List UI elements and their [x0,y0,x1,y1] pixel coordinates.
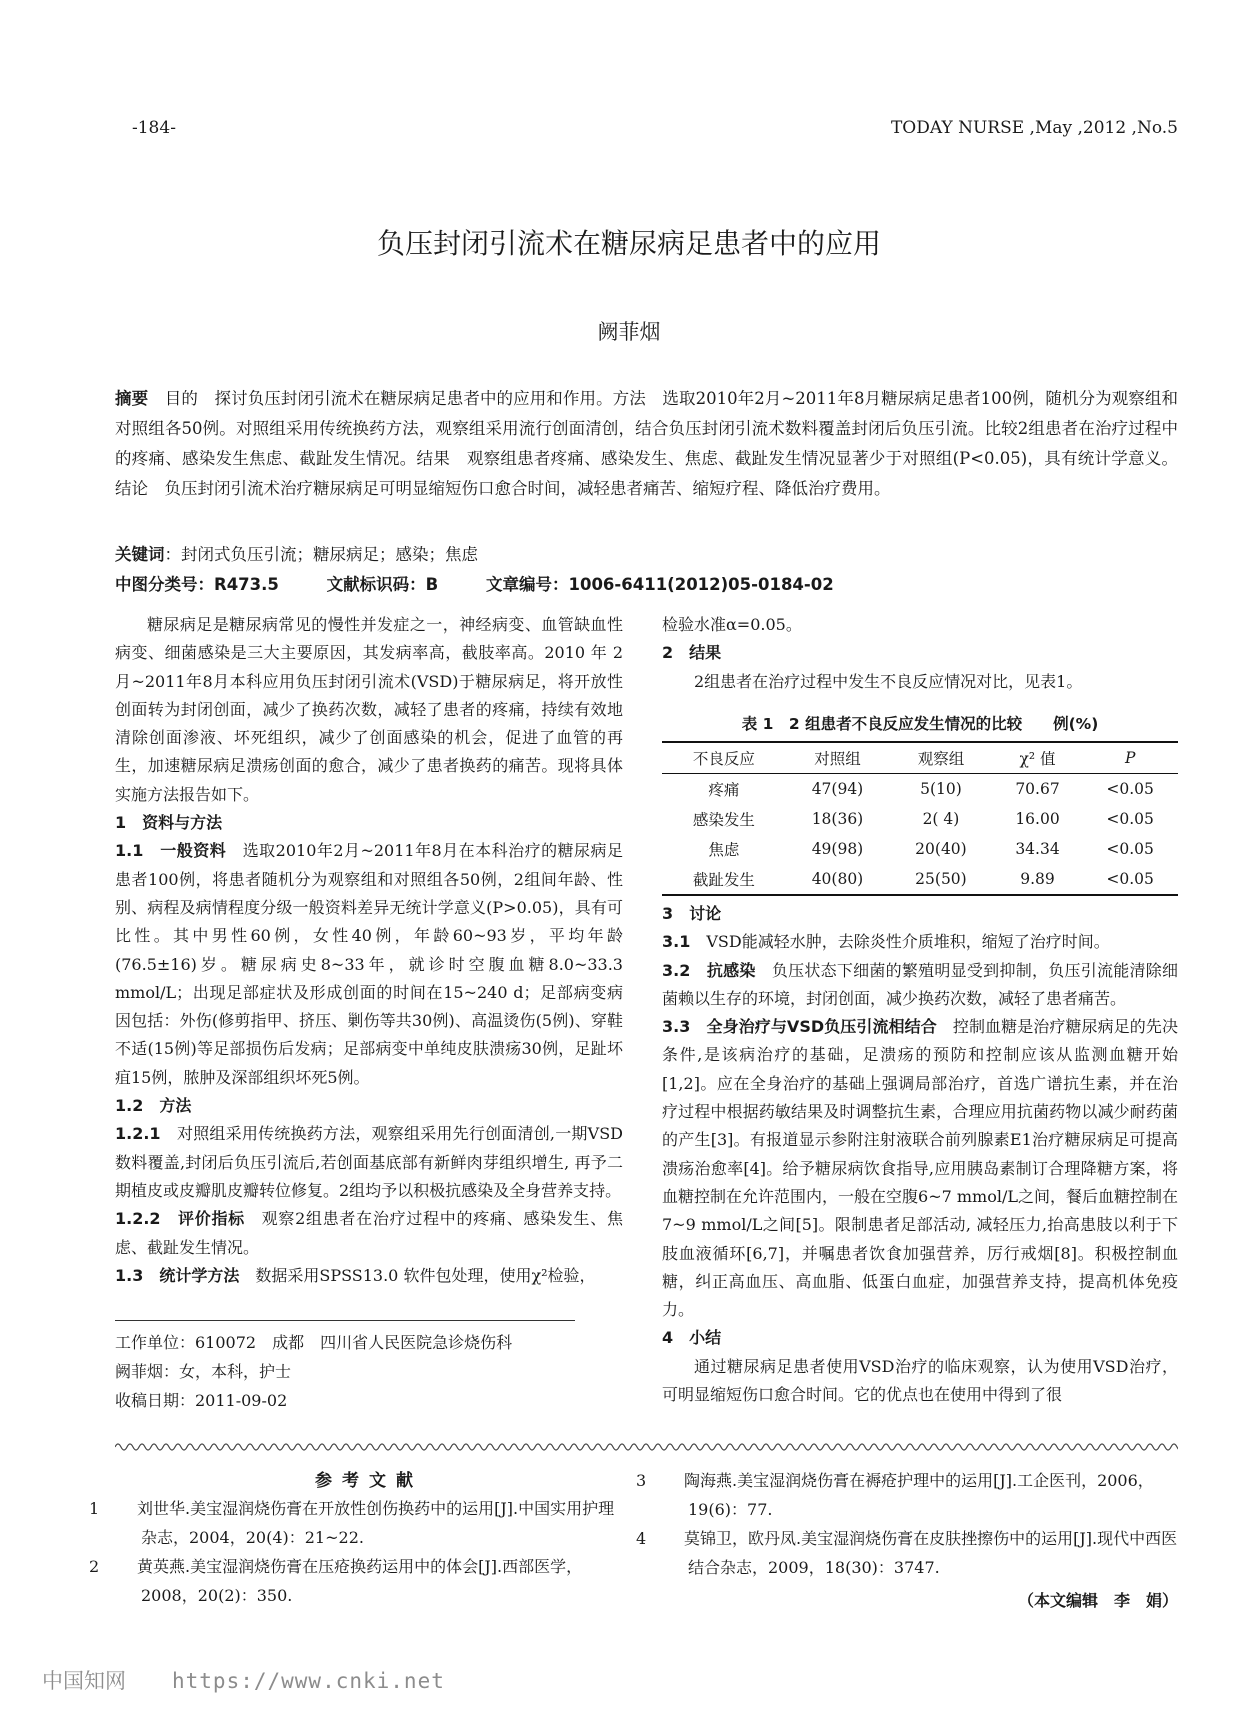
table-header-cell: 不良反应 [662,742,786,774]
subsection-paragraph [662,1013,1178,1324]
cnki-brand: 中国知网 [42,1669,126,1693]
references-left [89,1494,623,1610]
table-row [662,774,1178,805]
subsection-paragraph [115,1092,623,1120]
affiliation-divider [115,1320,575,1321]
reference-item [89,1494,623,1552]
table-grid [662,741,1178,896]
subsection-paragraph [115,1120,623,1205]
table-header-cell: χ² 值 [993,742,1083,774]
subsection-text: VSD能减轻水肿，去除炎性介质堆积，缩短了治疗时间。 [706,932,1110,952]
watermark-footer [42,1665,445,1695]
subsection-label: 1.2 方法 [115,1096,192,1116]
subsection-label: 1.1 一般资料 [115,841,227,861]
reference-number: 2 [89,1557,100,1576]
abstract-label: 摘要 [115,389,149,408]
table-header-cell: 观察组 [889,742,992,774]
subsection-text: 负压状态下细菌的繁殖明显受到抑制，负压引流能清除细菌赖以生存的环境，封闭创面，减少换药次数，减轻了患者痛苦。 [662,960,1178,1008]
classification-line [115,570,1178,600]
cnki-url: https://www.cnki.net [172,1669,445,1693]
references-right [636,1466,1178,1582]
table-body [662,774,1178,896]
reference-number: 1 [89,1499,100,1518]
table-header-row [662,742,1178,774]
affiliation-block [115,1328,623,1415]
table-cell: <0.05 [1106,810,1154,828]
table-cell: 焦虑 [708,841,740,859]
author-info: 阙菲烟：女，本科，护士 [115,1362,292,1381]
table-cell: 18(36) [811,810,864,828]
right-column-top [662,611,1178,696]
table-cell: 25(50) [889,864,992,895]
subsection-paragraph [662,957,1178,1014]
section-heading: 3 讨论 [662,904,722,923]
section-heading: 4 小结 [662,1328,722,1348]
editor-note: （本文编辑 李 娟） [1017,1591,1178,1610]
reference-text: 刘世华.美宝湿润烧伤膏在开放性创伤换药中的运用[J].中国实用护理杂志，2004，20(4)：21~22. [137,1499,615,1547]
table-cell: 49(98) [811,840,864,858]
table-cell: 疼痛 [708,781,740,799]
keywords-text: ：封闭式负压引流；糖尿病足；感染；焦虑 [164,545,478,564]
table-caption: 表 1 2 组患者不良反应发生情况的比较 例(%) [741,715,1099,733]
table-cell: 70.67 [1015,780,1060,798]
table-row [662,864,1178,895]
body-paragraph: 糖尿病足是糖尿病常见的慢性并发症之一，神经病变、血管缺血性病变、细菌感染是三大主要原因，其发病率高，截肢率高。2010 年 2 月~2011年8月本科应用负压封闭引流术(VSD)于糖尿病足，将开放性创面转为封闭创面，减少了换药次数，减轻了患者的疼痛，持续有效地清除创面渗液、坏死组织，减少了创面感染的机会，促进了血管的再生，加速糖尿病足溃疡创面的愈合，减少了患者换药的痛苦。现将具体实施方法报告如下。 [115,615,623,804]
table-cell: 16.00 [1015,810,1060,828]
body-paragraph: 2组患者在治疗过程中发生不良反应情况对比，见表1。 [694,671,1083,691]
subsection-label: 3.2 抗感染 [662,960,756,980]
page-number: -184- [132,118,176,138]
keywords-label: 关键词 [115,545,165,564]
received-date: 收稿日期：2011-09-02 [115,1391,288,1410]
table-cell: <0.05 [1106,840,1154,858]
table-cell: 截趾发生 [662,864,786,895]
abstract-text: 目的 探讨负压封闭引流术在糖尿病足患者中的应用和作用。方法 选取2010年2月~2011年8月糖尿病足患者100例，随机分为观察组和对照组各50例。对照组采用传统换药方法，观察组采用流行创面清创，结合负压封闭引流术数料覆盖封闭后负压引流。比较2组患者在治疗过程中的疼痛、感染发生焦虑、截趾发生情况。结果 观察组患者疼痛、感染发生、焦虑、截趾发生情况显著少于对照组(P<0.05)，具有统计学意义。结论 负压封闭引流术治疗糖尿病足可明显缩短伤口愈合时间，减轻患者痛苦、缩短疗程、降低治疗费用。 [115,389,1179,498]
references-title: 参考文献 [315,1471,423,1491]
reference-item [89,1552,623,1610]
table-row [662,834,1178,864]
subsection-text: 数据采用SPSS13.0 软件包处理，使用χ²检验， [239,1265,596,1285]
reference-item [636,1466,1178,1524]
table-cell: 47(94) [811,780,864,798]
subsection-text: 控制血糖是治疗糖尿病足的先决条件,是该病治疗的基础，足溃疡的预防和控制应该从监测血糖开始[1,2]。应在全身治疗的基础上强调局部治疗，首选广谱抗生素，并在治疗过程中根据药敏结果及时调整抗生素，合理应用抗菌药物以减少耐药菌的产生[3]。有报道显示参附注射液联合前列腺素E1治疗糖尿病足可提高溃疡治愈率[4]。给予糖尿病饮食指导,应用胰岛素制订合理降糖方案，将血糖控制在允许范围内，一般在空腹6~7 mmol/L之间，餐后血糖控制在7~9 mmol/L之间[5]。限制患者足部活动, 减轻压力,抬高患肢以利于下肢血液循环[6,7]，并嘱患者饮食加强营养，厉行戒烟[8]。积极控制血糖，纠正高血压、高血脂、低蛋白血症，加强营养支持，提高机体免疫力。 [662,1017,1178,1320]
abstract [115,384,1178,504]
reference-text: 莫锦卫，欧丹凤.美宝湿润烧伤膏在皮肤挫擦伤中的运用[J].现代中西医结合杂志，2009，18(30)：3747. [684,1529,1178,1577]
body-paragraph: 检验水准α=0.05。 [662,615,802,634]
reference-number: 3 [636,1471,647,1490]
table-cell: 20(40) [915,840,967,858]
document-code: 文献标识码：B [326,575,439,594]
reference-text: 陶海燕.美宝湿润烧伤膏在褥疮护理中的运用[J].工企医刊，2006，19(6)：77. [684,1471,1154,1519]
reference-item [636,1524,1178,1582]
subsection-paragraph [115,1262,623,1290]
wave-divider [115,1440,1178,1454]
subsection-text: 观察2组患者在治疗过程中的疼痛、感染发生、焦虑、截趾发生情况。 [115,1209,623,1257]
table-header-cell: P [1082,742,1178,774]
subsection-label: 1.2.1 [115,1124,177,1144]
subsection-text: 对照组采用传统换药方法，观察组采用先行创面清创,一期VSD数料覆盖,封闭后负压引流后,若创面基底部有新鲜肉芽组织增生, 再予二期植皮或皮瓣肌皮瓣转位修复。2组均予以积极抗感染及全身营养支持。 [115,1124,623,1200]
journal-header: TODAY NURSE ,May ,2012 ,No.5 [890,118,1178,138]
subsection-paragraph [662,928,1178,956]
table-cell: 5(10) [920,780,962,798]
reference-text: 黄英燕.美宝湿润烧伤膏在压疮换药运用中的体会[J].西部医学，2008，20(2)：350. [137,1557,583,1605]
subsection-paragraph [115,1205,623,1262]
results-table [662,707,1178,896]
section-heading: 2 结果 [662,643,722,663]
keywords [115,540,1178,570]
table-cell: <0.05 [1082,864,1178,895]
subsection-label: 1.3 统计学方法 [115,1265,240,1285]
table-row [662,804,1178,834]
section-heading: 1 资料与方法 [115,813,223,833]
subsection-label: 3.3 全身治疗与VSD负压引流相结合 [662,1017,937,1037]
author-name: 阙菲烟 [597,320,661,344]
subsection-text: 选取2010年2月~2011年8月在本科治疗的糖尿病足患者100例，将患者随机分为观察组和对照组各50例，2组间年龄、性别、病程及病情程度分级一般资料差异无统计学意义(P>0.05)，具有可比性。其中男性60例，女性40例，年龄60~93岁，平均年龄(76.5±16)岁。糖尿病史8~33年，就诊时空腹血糖8.0~33.3 mmol/L；出现足部症状及形成创面的时间在15~240 d；足部病变病因包括：外伤(修剪指甲、挤压、剿伤等共30例)、高温烫伤(5例)、穿鞋不适(15例)等足部损伤后发病；足部病变中单纯皮肤溃疡30例，足趾坏疽15例，脓肿及深部组织坏死5例。 [115,841,623,1087]
body-paragraph: 通过糖尿病足患者使用VSD治疗的临床观察，认为使用VSD治疗，可明显缩短伤口愈合时间。它的优点也在使用中得到了很 [662,1356,1178,1405]
subsection-label: 1.2.2 评价指标 [115,1209,245,1229]
right-column-bottom [662,900,1178,1409]
subsection-paragraph [115,837,623,1092]
reference-number: 4 [636,1529,647,1548]
clc-number: 中图分类号：R473.5 [115,575,279,594]
table-cell: 40(80) [786,864,889,895]
article-number: 文章编号：1006-6411(2012)05-0184-02 [485,575,834,594]
left-column [115,611,623,1290]
article-title: 负压封闭引流术在糖尿病足患者中的应用 [376,227,881,260]
table-cell: <0.05 [1106,780,1154,798]
table-cell: 34.34 [1015,840,1060,858]
table-cell: 感染发生 [692,811,755,829]
subsection-label: 3.1 [662,932,707,952]
affiliation-unit: 工作单位：610072 成都 四川省人民医院急诊烧伤科 [115,1333,513,1352]
table-cell: 9.89 [993,864,1083,895]
table-header-cell: 对照组 [786,742,889,774]
table-cell: 2( 4) [922,810,960,828]
